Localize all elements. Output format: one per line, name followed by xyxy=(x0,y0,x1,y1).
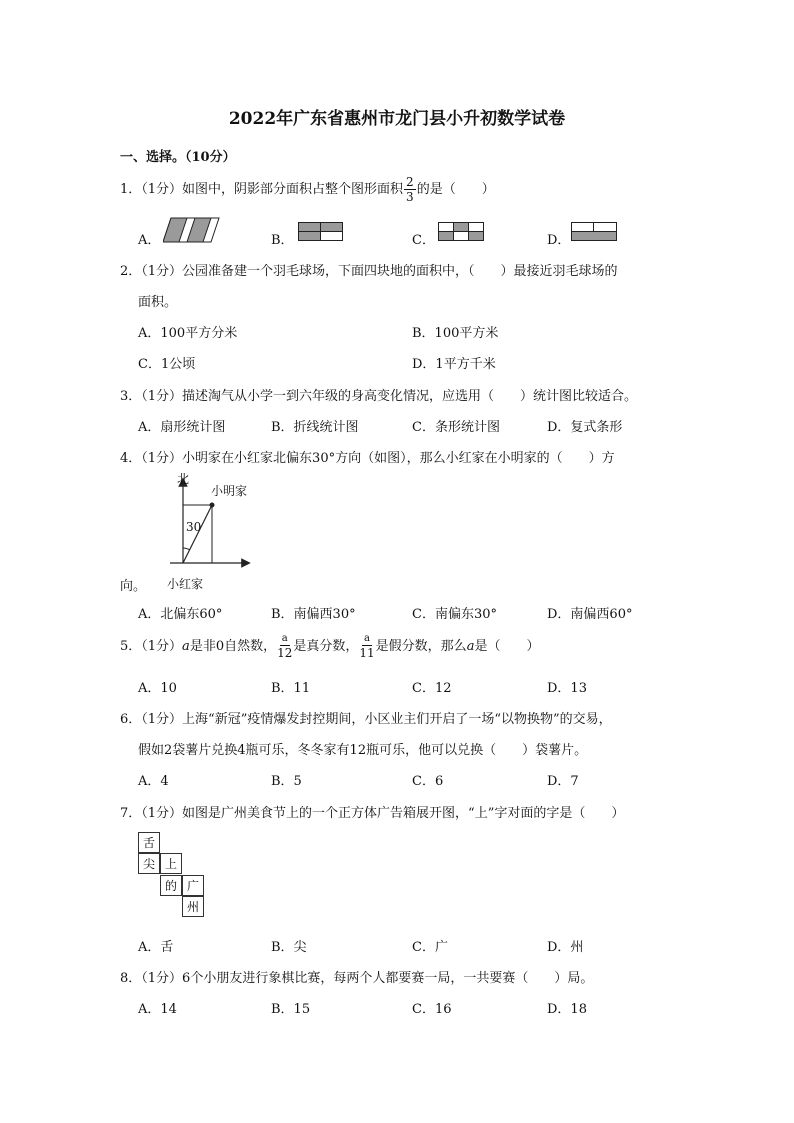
question-1-text-pre: 1．（1分）如图中，阴影部分面积占整个图形面积 xyxy=(120,182,404,197)
q1-option-a-label[interactable]: A． xyxy=(138,233,161,248)
question-7: 7．（1分）如图是广州美食节上的一个正方体广告箱展开图，“上”字对面的字是（ ） xyxy=(120,806,625,821)
variable-a: a xyxy=(466,639,475,654)
q1-option-b-label[interactable]: B． xyxy=(271,233,294,248)
q3-option-b[interactable]: B．折线统计图 xyxy=(271,420,359,435)
q7-option-d[interactable]: D．州 xyxy=(547,940,584,955)
question-6-line-1: 6．（1分）上海“新冠”疫情爆发封控期间，小区业主们开启了一场“以物换物”的交易， xyxy=(120,712,612,727)
q5-option-c[interactable]: C．12 xyxy=(412,681,452,696)
question-2-line-2: 面积。 xyxy=(138,295,178,310)
fraction-a-over-12: $\frac{a}{12}$ xyxy=(277,633,293,660)
cube-cell: 的 xyxy=(160,875,182,896)
q8-option-d[interactable]: D．18 xyxy=(547,1002,587,1017)
cube-net-figure xyxy=(138,832,208,920)
q5-option-a[interactable]: A．10 xyxy=(138,681,177,696)
question-2-line-1: 2．（1分）公园准备建一个羽毛球场，下面四块地的面积中，（ ）最接近羽毛球场的 xyxy=(120,264,618,279)
section-heading: 一、选择。（10分） xyxy=(120,150,236,165)
q7-option-b[interactable]: B．尖 xyxy=(271,940,307,955)
variable-a: a xyxy=(182,639,190,654)
question-8: 8．（1分）6个小朋友进行象棋比赛，每两个人都要赛一局，一共要赛（ ）局。 xyxy=(120,971,594,986)
question-1 xyxy=(120,176,495,203)
q2-option-b[interactable]: B．100平方米 xyxy=(412,326,499,341)
q1-option-d-label[interactable]: D． xyxy=(547,233,571,248)
question-3: 3．（1分）描述淘气从小学一到六年级的身高变化情况，应选用（ ）统计图比较适合。 xyxy=(120,389,638,404)
question-4-line-2: 向。 xyxy=(120,579,147,594)
cube-cell: 尖 xyxy=(138,853,160,874)
q5-option-d[interactable]: D．13 xyxy=(547,681,587,696)
q7-option-c[interactable]: C．广 xyxy=(412,940,448,955)
question-5: 5．（1分）a是非0自然数， $\frac{a}{12}$ 是真分数， $\frac{a}{11}$ 是假分数，那么a是（ ） xyxy=(120,633,540,660)
page-title: 2022年广东省惠州市龙门县小升初数学试卷 xyxy=(228,109,566,129)
q3-option-a[interactable]: A．扇形统计图 xyxy=(138,420,226,435)
q1-option-c-rectangle-grid-figure xyxy=(438,222,486,242)
q1-option-c-label[interactable]: C． xyxy=(412,233,435,248)
question-1-text-post: 的是（ ） xyxy=(416,182,495,197)
direction-xiaoming-label: 小明家 xyxy=(211,484,248,498)
q8-option-b[interactable]: B．15 xyxy=(271,1002,311,1017)
direction-angle-label: 30 xyxy=(186,520,202,534)
question-6-line-2: 假如2袋薯片兑换4瓶可乐，冬冬家有12瓶可乐，他可以兑换（ ）袋薯片。 xyxy=(138,743,588,758)
q6-option-c[interactable]: C．6 xyxy=(412,774,444,789)
q4-option-b[interactable]: B．南偏西30° xyxy=(271,607,356,622)
q8-option-a[interactable]: A．14 xyxy=(138,1002,177,1017)
q6-option-b[interactable]: B．5 xyxy=(271,774,302,789)
q2-option-d[interactable]: D．1平方千米 xyxy=(412,357,496,372)
fraction-two-thirds: $\frac{2}{3}$ xyxy=(406,175,414,204)
q4-option-a[interactable]: A．北偏东60° xyxy=(138,607,223,622)
q4-option-d[interactable]: D．南偏西60° xyxy=(547,607,633,622)
direction-xiaohong-label: 小红家 xyxy=(167,577,204,591)
q8-option-c[interactable]: C．16 xyxy=(412,1002,452,1017)
q6-option-a[interactable]: A．4 xyxy=(138,774,169,789)
q2-option-c[interactable]: C．1公顷 xyxy=(138,357,196,372)
cube-cell: 舌 xyxy=(138,832,160,853)
q2-option-a[interactable]: A．100平方分米 xyxy=(138,326,238,341)
q1-option-a-parallelogram-figure xyxy=(163,217,221,243)
q3-option-c[interactable]: C．条形统计图 xyxy=(412,420,500,435)
cube-cell: 上 xyxy=(160,853,182,874)
fraction-a-over-11: $\frac{a}{11}$ xyxy=(359,633,375,660)
q7-option-a[interactable]: A．舌 xyxy=(138,940,174,955)
cube-cell: 州 xyxy=(182,896,204,917)
direction-north-label: 北 xyxy=(177,472,190,486)
q1-option-b-rectangle-grid-figure xyxy=(298,222,344,242)
q6-option-d[interactable]: D．7 xyxy=(547,774,579,789)
question-4-line-1: 4．（1分）小明家在小红家北偏东30°方向（如图），那么小红家在小明家的（ ）方 xyxy=(120,451,615,466)
q3-option-d[interactable]: D．复式条形 xyxy=(547,420,623,435)
cube-cell: 广 xyxy=(182,875,204,896)
q4-option-c[interactable]: C．南偏东30° xyxy=(412,607,497,622)
q5-option-b[interactable]: B．11 xyxy=(271,681,311,696)
q1-option-d-rectangle-split-figure xyxy=(571,222,619,242)
